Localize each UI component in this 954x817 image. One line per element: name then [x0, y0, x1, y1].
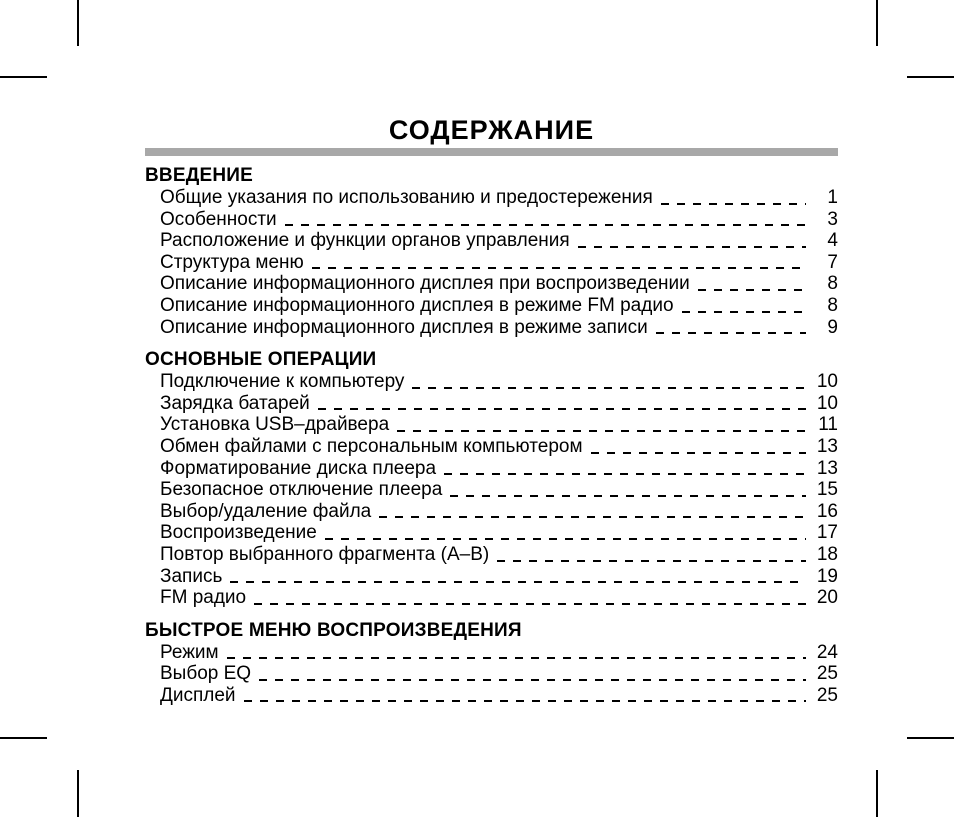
dash-leader — [254, 603, 806, 605]
dash-leader — [230, 581, 806, 583]
toc-entry — [145, 685, 838, 707]
toc-entry — [145, 393, 838, 415]
toc-entry-page-number: 13 — [816, 457, 838, 479]
dash-leader — [318, 408, 806, 410]
section-heading: ОСНОВНЫЕ ОПЕРАЦИИ — [145, 349, 377, 371]
toc-entry-label: Режим — [160, 641, 219, 663]
dash-leader — [379, 516, 806, 518]
toc-entry-label: Структура меню — [160, 251, 304, 273]
toc-entry-label: Запись — [160, 565, 223, 587]
toc-section — [145, 621, 838, 707]
dash-leader — [698, 289, 806, 291]
crop-mark-top-left-horizontal — [0, 76, 47, 78]
toc-entry-label: Зарядка батарей — [160, 392, 310, 414]
toc-entry-page-number: 8 — [827, 294, 838, 316]
toc-entry-label: Выбор/удаление файла — [160, 500, 372, 522]
toc-entry — [145, 544, 838, 566]
toc-entry-label: Повтор выбранного фрагмента (A–B) — [160, 543, 490, 565]
dash-leader — [656, 332, 806, 334]
toc-entry-label: Подключение к компьютеру — [160, 371, 405, 393]
toc-entry-label: Выбор EQ — [160, 663, 252, 685]
toc-entry-page-number: 17 — [816, 522, 838, 544]
dash-leader — [312, 267, 806, 269]
toc-entry — [145, 414, 838, 436]
dash-leader — [450, 495, 806, 497]
toc-entry-label: Общие указания по использованию и предостережения — [160, 187, 653, 208]
toc-entry — [145, 522, 838, 544]
crop-mark-top-right-vertical — [876, 0, 878, 46]
title-underline-bar — [145, 148, 838, 156]
toc-entry-page-number: 20 — [816, 587, 838, 609]
toc-entry-page-number: 4 — [827, 230, 838, 252]
toc-entry-label: Форматирование диска плеера — [160, 457, 437, 479]
dash-leader — [661, 203, 806, 205]
toc-entry-page-number: 10 — [816, 392, 838, 414]
toc-entry-page-number: 9 — [827, 316, 838, 338]
dash-leader — [412, 387, 806, 389]
toc-entry-label: Дисплей — [160, 684, 236, 706]
dash-leader — [259, 679, 806, 681]
toc-entry — [145, 436, 838, 458]
toc-entry-page-number: 15 — [816, 479, 838, 501]
toc-entry-page-number: 10 — [816, 371, 838, 393]
toc-entry — [145, 295, 838, 317]
crop-mark-bottom-left-vertical — [77, 770, 79, 817]
dash-leader — [682, 311, 806, 313]
toc-sections — [145, 166, 838, 706]
toc-entry-label: Установка USB–драйвера — [160, 414, 390, 436]
dash-leader — [497, 560, 806, 562]
toc-entry-page-number: 19 — [816, 565, 838, 587]
dash-leader — [444, 473, 806, 475]
toc-entry — [145, 587, 838, 609]
toc-entry — [145, 252, 838, 274]
toc-entry-page-number: 25 — [816, 684, 838, 706]
toc-entry — [145, 187, 838, 209]
toc-entry-page-number: 16 — [816, 500, 838, 522]
toc-entry — [145, 317, 838, 339]
toc-entry — [145, 371, 838, 393]
section-heading: ВВЕДЕНИЕ — [145, 165, 253, 186]
toc-entry — [145, 273, 838, 295]
toc-entry-page-number: 11 — [818, 414, 838, 436]
toc-entry — [145, 230, 838, 252]
toc-section — [145, 350, 838, 609]
toc-entry — [145, 642, 838, 664]
dash-leader — [227, 657, 806, 659]
toc-entry — [145, 501, 838, 523]
dash-leader — [591, 452, 806, 454]
toc-entry-page-number: 25 — [816, 663, 838, 685]
dash-leader — [285, 224, 806, 226]
toc-entry-page-number: 13 — [816, 435, 838, 457]
toc-entry-label: Особенности — [160, 208, 277, 230]
toc-entry-label: Воспроизведение — [160, 522, 317, 544]
toc-entry-label: Описание информационного дисплея в режиме FM радио — [160, 294, 674, 316]
crop-mark-bottom-right-vertical — [876, 770, 878, 817]
toc-entry-label: Расположение и функции органов управления — [160, 230, 570, 252]
crop-mark-bottom-right-horizontal — [907, 737, 954, 739]
crop-mark-top-right-horizontal — [907, 76, 954, 78]
section-heading: БЫСТРОЕ МЕНЮ ВОСПРОИЗВЕДЕНИЯ — [145, 619, 522, 641]
toc-entry — [145, 209, 838, 231]
toc-entry — [145, 663, 838, 685]
crop-mark-top-left-vertical — [77, 0, 79, 46]
toc-entry-page-number: 1 — [827, 187, 838, 208]
toc-entry-label: Обмен файлами с персональным компьютером — [160, 435, 583, 457]
dash-leader — [244, 700, 806, 702]
toc-entry-page-number: 24 — [816, 641, 838, 663]
toc-entry-page-number: 3 — [827, 208, 838, 230]
page-title: СОДЕРЖАНИЕ — [388, 115, 595, 145]
toc-entry-label: Описание информационного дисплея в режиме записи — [160, 316, 648, 338]
toc-entry — [145, 479, 838, 501]
toc-entry-page-number: 18 — [816, 543, 838, 565]
toc-entry — [145, 458, 838, 480]
crop-mark-bottom-left-horizontal — [0, 737, 47, 739]
toc-content — [145, 116, 838, 706]
dash-leader — [325, 538, 806, 540]
dash-leader — [397, 430, 806, 432]
toc-section — [145, 166, 838, 338]
toc-entry-page-number: 8 — [827, 273, 838, 295]
dash-leader — [578, 246, 806, 248]
toc-entry-label: Безопасное отключение плеера — [160, 479, 443, 501]
toc-entry-label: Описание информационного дисплея при воспроизведении — [160, 273, 690, 295]
toc-entry-label: FM радио — [160, 587, 247, 609]
toc-entry-page-number: 7 — [827, 251, 838, 273]
toc-entry — [145, 566, 838, 588]
